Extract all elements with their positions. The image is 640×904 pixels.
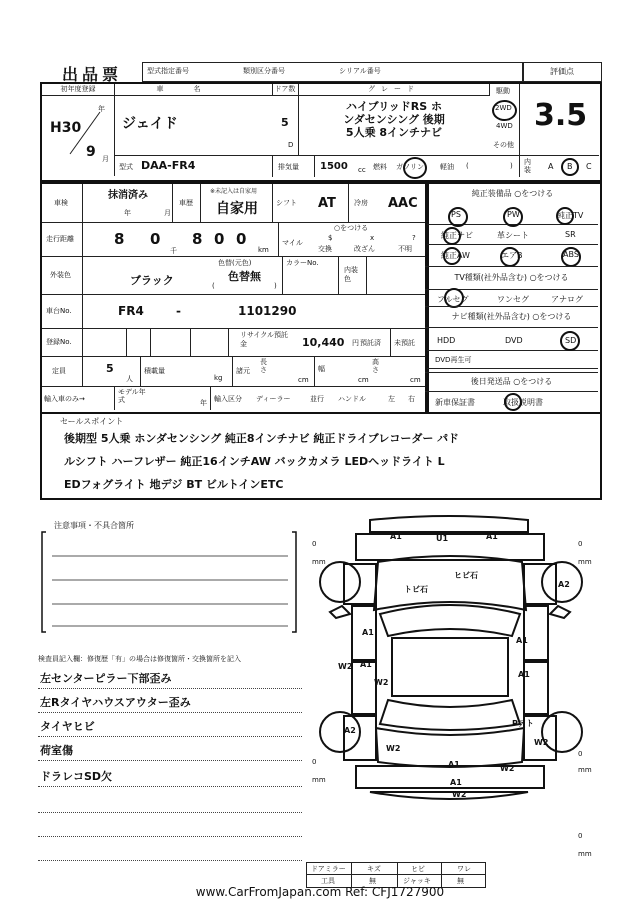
model-code: DAA-FR4 — [141, 159, 196, 172]
history-value: 自家用 — [216, 201, 258, 217]
option-leather: 革シート — [497, 231, 529, 240]
paren-open: ( — [466, 162, 469, 170]
watermark: www.CarFromJapan.com Ref: CFJ1727900 — [195, 885, 445, 899]
mark-10: A1 — [360, 660, 372, 669]
tamper-option: 改ざん — [354, 245, 375, 253]
navi-dvd: DVD — [505, 336, 523, 345]
note-item-1: 左センターピラー下部歪み — [40, 672, 172, 685]
mark-9: W2 — [338, 662, 353, 671]
note-item-2: 左Rタイヤハウスアウター歪み — [40, 696, 191, 709]
inspection-row — [42, 184, 425, 223]
mileage-digit-1: 8 — [114, 230, 125, 248]
sales-line-2: ルシフト ハーフレザー 純正16インチAW バックカメラ LEDヘッドライト L — [64, 455, 445, 468]
legend-h4: ワレ — [457, 865, 471, 873]
mileage-label: 走行距離 — [46, 235, 74, 243]
yen-unit: 円 — [352, 339, 359, 347]
grade-line-1: ハイブリッドRS ホ — [345, 100, 442, 113]
options-title: 純正装備品 ○をつける — [471, 189, 554, 198]
sales-point-label: セールスポイント — [60, 417, 124, 426]
tire-fr-unit: mm — [578, 558, 592, 566]
import-dealer: ディーラー — [256, 395, 291, 403]
selected-circle-sd — [560, 331, 580, 351]
dims-label: 諸元 — [236, 367, 250, 375]
slash-divider — [68, 110, 102, 156]
tv-analog: アナログ — [551, 295, 583, 304]
inspection-label: 車検 — [54, 199, 68, 207]
selected-circle-abs — [561, 247, 581, 267]
mark-13: Pアト — [512, 719, 534, 728]
swap-option: 交換 — [318, 245, 332, 253]
kg-unit: kg — [214, 374, 223, 382]
selected-circle-airbag — [500, 247, 520, 267]
model-label: 型式 — [119, 163, 133, 171]
int-color-label: 内装色 — [344, 266, 358, 283]
rating-value: 3.5 — [534, 98, 588, 133]
capacity-value: 5 — [106, 362, 114, 375]
inspection-value: 抹消済み — [108, 190, 148, 201]
tamper-icon: x — [370, 234, 375, 242]
interior-a: A — [548, 162, 554, 171]
interior-b: B — [567, 162, 573, 171]
orig-color: 色替無 — [228, 270, 261, 283]
navi-title: ナビ種類(社外品含む) ○をつける — [425, 306, 598, 328]
drive-label: 駆動 — [496, 87, 510, 95]
selected-circle-2wd — [492, 100, 517, 121]
option-pw: PW — [507, 210, 520, 219]
tv-oneseg: ワンセグ — [497, 295, 529, 304]
serial-label: シリアル番号 — [339, 67, 381, 75]
reg-no-label: 登録No. — [46, 338, 72, 346]
fuel-gasoline: ガソリン — [396, 163, 424, 171]
unknown-option: 不明 — [398, 245, 412, 253]
option-navi: 純正ナビ — [441, 231, 473, 240]
registration-row — [42, 328, 425, 357]
legend-r3: ジャッキ — [403, 877, 431, 885]
import-label: 輸入車のみ→ — [44, 395, 85, 403]
rating-label: 評価点 — [522, 62, 602, 82]
mark-15: W2 — [386, 744, 401, 753]
mark-3: A1 — [486, 532, 498, 541]
navi-hdd: HDD — [437, 336, 456, 345]
later-manual: 取扱説明書 — [503, 398, 543, 407]
tire-rr-unit: mm — [578, 766, 592, 774]
door-count: 5 — [281, 116, 289, 129]
unknown-icon: ? — [412, 234, 416, 242]
displacement-label: 排気量 — [278, 163, 299, 171]
mark-6: A2 — [558, 580, 570, 589]
legend-h2: キズ — [367, 865, 381, 873]
drive-2wd: 2WD — [495, 104, 512, 112]
sales-line-3: EDフォグライト 地デジ BT ビルトインETC — [64, 478, 284, 491]
person-unit: 人 — [126, 375, 133, 383]
mileage-digit-3: 8 — [192, 230, 203, 248]
ext-color-label: 外装色 — [50, 271, 71, 279]
circle-hint: ○をつける — [334, 224, 369, 232]
tire-fr-depth: 0 — [578, 540, 583, 548]
grade-text — [299, 100, 489, 139]
interior-grade — [519, 155, 599, 177]
import-row — [42, 386, 425, 410]
history-note: ※未記入は自家用 — [210, 188, 258, 195]
km-unit: km — [258, 246, 269, 254]
dvd-play-row — [427, 350, 598, 369]
door-cell — [272, 96, 299, 155]
load-label: 積載量 — [144, 367, 165, 375]
height-cm: cm — [410, 376, 421, 384]
shift-label: シフト — [276, 199, 297, 207]
legend-h1: ドアミラー — [311, 865, 346, 873]
navi-sd: SD — [565, 336, 577, 345]
mile-option: マイル — [282, 239, 303, 247]
selected-circle-fullseg — [444, 288, 464, 308]
mileage-digit-4: 0 — [214, 230, 225, 248]
option-tv: 純正TV — [557, 211, 584, 220]
sales-line-1: 後期型 5人乗 ホンダセンシング 純正8インチナビ 純正ドライブレコーダー パド — [64, 432, 459, 445]
selected-circle-tv — [556, 207, 574, 225]
selected-circle-gasoline — [403, 157, 427, 179]
later-title: 後日発送品 ○をつける — [425, 372, 598, 392]
handle-left: 左 — [388, 395, 395, 403]
import-class-label: 輸入区分 — [214, 395, 242, 403]
tire-rl-unit: mm — [312, 776, 326, 784]
mark-18: W2 — [500, 764, 515, 773]
ac-value: AAC — [388, 196, 418, 211]
legend-r2: 無 — [369, 877, 376, 885]
note-item-3: タイヤヒビ — [40, 720, 95, 733]
history-label: 車歴 — [179, 199, 193, 207]
selected-circle-interior-b — [561, 158, 579, 176]
color-row — [42, 256, 425, 295]
selected-circle-pw — [503, 207, 523, 227]
form-title: 出品票 — [62, 65, 123, 84]
mileage-digit-5: 0 — [236, 230, 247, 248]
option-ps: PS — [451, 210, 461, 219]
mileage-digit-2: 0 — [150, 230, 161, 248]
notes-title: 注意事項・不具合箇所 — [54, 521, 134, 530]
grade-line-2: ンダセンシング 後期 — [343, 113, 445, 126]
month-unit: 月 — [102, 155, 109, 163]
grade-label: グレード — [299, 84, 490, 96]
chassis-prefix: FR4 — [118, 304, 144, 318]
model-year-label: モデル年式 — [118, 388, 146, 404]
tire-fl-unit: mm — [312, 558, 326, 566]
inspection-month: 月 — [164, 209, 171, 217]
mark-14: A2 — [344, 726, 356, 735]
year-unit: 年 — [98, 105, 105, 113]
width-label: 幅 — [318, 365, 325, 373]
car-name: ジェイド — [122, 116, 178, 132]
handle-right: 右 — [408, 395, 415, 403]
legend-r4: 無 — [457, 877, 464, 885]
door-label: ドア数 — [272, 84, 299, 96]
tire-rr-depth: 0 — [578, 750, 583, 758]
mark-7: A1 — [362, 628, 374, 637]
engine-row — [272, 155, 519, 177]
later-warranty: 新車保証書 — [435, 398, 475, 407]
recycle-label: リサイクル預託金 — [240, 331, 289, 348]
chassis-label: 車台No. — [46, 307, 72, 315]
drive-4wd: 4WD — [496, 122, 513, 130]
mark-4: トビ石 — [404, 585, 428, 594]
grade-line-3: 5人乗 8インチナビ — [345, 126, 443, 139]
recycle-amount: 10,440 — [302, 336, 345, 349]
mark-12: A1 — [518, 670, 530, 679]
legend-r1: 工具 — [321, 877, 335, 885]
width-cm: cm — [358, 376, 369, 384]
mark-11: W2 — [374, 678, 389, 687]
first-reg-label: 初年度登録 — [42, 84, 115, 96]
handle-label: ハンドル — [338, 395, 366, 403]
ac-label: 冷房 — [354, 199, 368, 207]
shift-value: AT — [318, 196, 336, 211]
reg-year: H30 — [50, 120, 82, 136]
interior-label: 内装 — [524, 158, 531, 174]
header-code-row — [142, 62, 524, 82]
color-no-label: カラーNo. — [286, 259, 319, 267]
swap-icon: $ — [328, 234, 333, 242]
mark-5: ヒビ石 — [454, 571, 478, 580]
height-label: 高さ — [372, 358, 379, 374]
legend-h3: ヒビ — [411, 865, 425, 873]
recycle-not-deposited: 未預託 — [394, 339, 415, 347]
drive-other: その他 — [493, 141, 514, 149]
tv-fullseg: フルセグ — [437, 295, 469, 304]
tire-spare-unit: mm — [578, 850, 592, 858]
fuel-light-oil: 軽油 — [440, 163, 454, 171]
orig-paren-open: ( — [212, 282, 215, 290]
tire-rl-depth: 0 — [312, 758, 317, 766]
selected-circle-ps — [448, 207, 468, 227]
recycle-deposited: 預託済 — [360, 339, 381, 347]
displacement: 1500 — [320, 161, 348, 172]
thousand-unit: 千 — [170, 247, 177, 255]
inspector-title: 検査員記入欄：修復歴「有」の場合は修復箇所・交換箇所を記入 — [38, 655, 241, 663]
notes-bracket — [40, 528, 302, 636]
first-reg-cell — [42, 96, 115, 176]
model-cert-label: 型式指定番号 — [147, 67, 189, 75]
option-airbag: エアB — [501, 251, 523, 260]
length-label: 長さ — [260, 358, 267, 374]
mark-20: W2 — [452, 790, 467, 799]
orig-paren-close: ) — [274, 282, 277, 290]
inspection-year: 年 — [124, 209, 131, 217]
cc-unit: cc — [358, 166, 366, 174]
note-item-4: 荷室傷 — [40, 744, 73, 757]
capacity-row — [42, 356, 425, 387]
mark-2: U1 — [436, 534, 449, 543]
mark-1: A1 — [390, 532, 402, 541]
length-cm: cm — [298, 376, 309, 384]
tire-fl-depth: 0 — [312, 540, 317, 548]
tire-spare-depth: 0 — [578, 832, 583, 840]
note-item-5: ドラレコSD欠 — [40, 770, 113, 783]
option-abs: ABS — [563, 250, 579, 259]
reg-month: 9 — [86, 144, 96, 160]
paren-close: ) — [510, 162, 513, 170]
tv-title: TV種類(社外品含む) ○をつける — [425, 266, 598, 290]
selected-circle-aw — [443, 247, 461, 265]
interior-c: C — [586, 162, 592, 171]
option-sr: SR — [565, 230, 576, 239]
ext-color: ブラック — [130, 274, 174, 287]
model-year-unit: 年 — [200, 399, 207, 407]
selected-circle-navi — [443, 227, 461, 245]
selected-circle-manual — [504, 393, 522, 411]
mark-8: A1 — [516, 636, 528, 645]
mileage-row — [42, 222, 425, 257]
chassis-number: 1101290 — [238, 304, 297, 318]
import-parallel: 並行 — [310, 395, 324, 403]
mark-19: A1 — [450, 778, 462, 787]
fuel-label: 燃料 — [373, 163, 387, 171]
car-name-label: 車名 — [115, 84, 273, 96]
category-label: 類別区分番号 — [243, 67, 285, 75]
orig-color-label: 色替(元色) — [218, 259, 252, 267]
capacity-label: 定員 — [52, 367, 66, 375]
option-aw: 純正AW — [441, 251, 470, 260]
chassis-dash: - — [176, 304, 181, 318]
model-row — [115, 155, 273, 177]
chassis-row — [42, 294, 425, 329]
door-unit: D — [288, 141, 294, 149]
dvd-play: DVD再生可 — [435, 356, 472, 364]
mark-16: W2 — [534, 738, 549, 747]
mark-17: A1 — [448, 760, 460, 769]
